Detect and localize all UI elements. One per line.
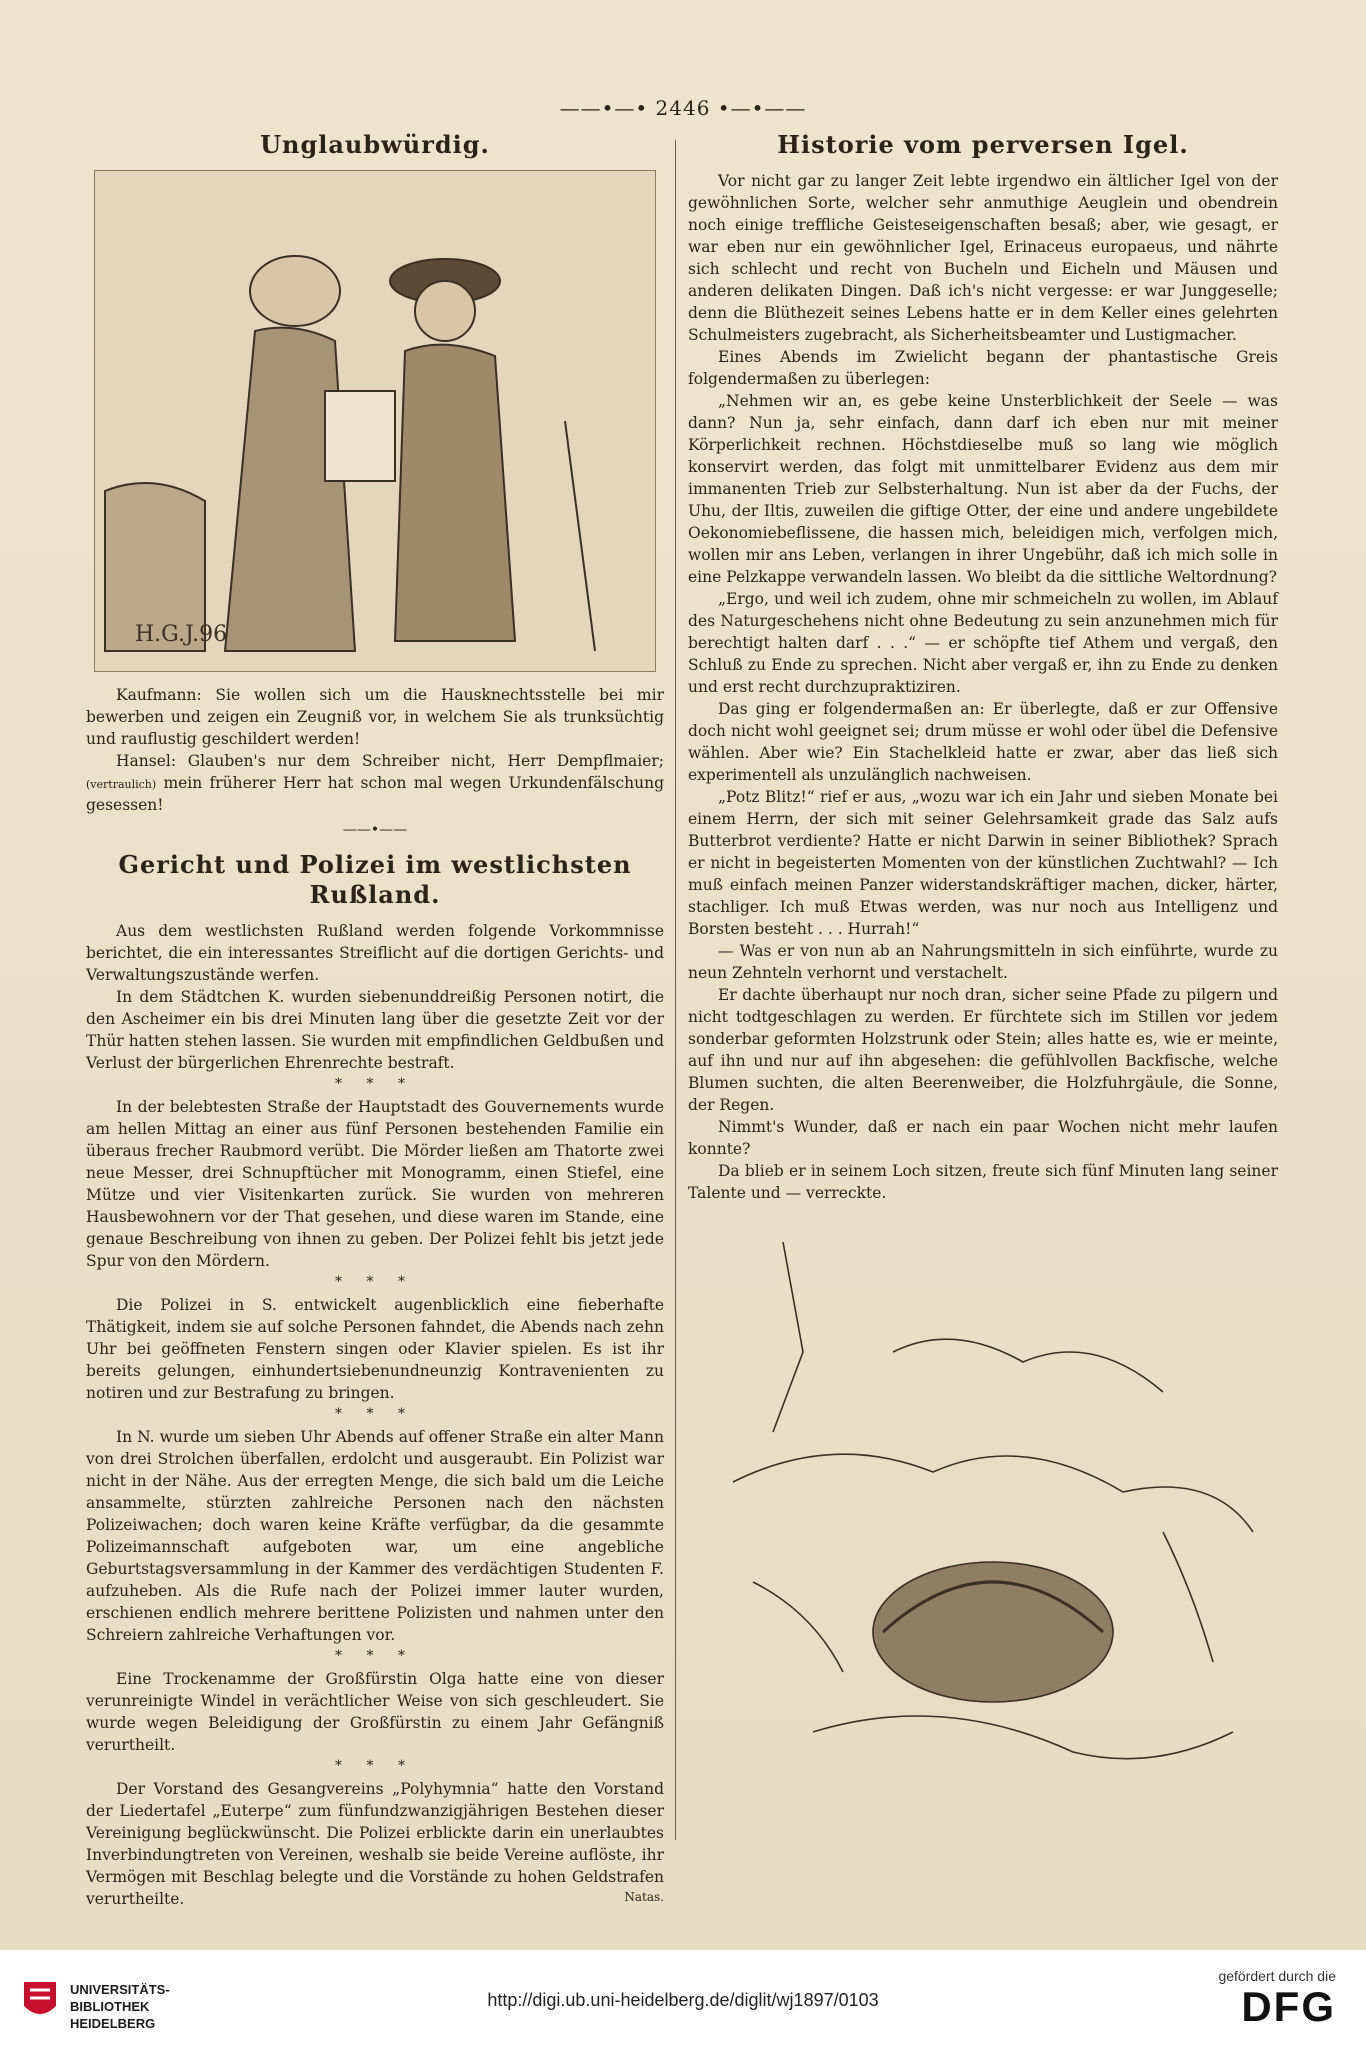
artist-signature: H.G.J.96 xyxy=(135,622,228,647)
stars-divider: * * * xyxy=(335,1648,415,1664)
stars-divider: * * * xyxy=(335,1274,415,1290)
library-name-line: BIBLIOTHEK xyxy=(70,1998,150,2014)
article-paragraph: In der belebtesten Straße der Hauptstadt des Gouvernements wurde am hellen Mittag an einer aus fünf Personen bestehenden Familie ein überaus frecher Raubmord verübt. Die Mörder ließen am Thatorte zwei neue Messer, drei Schnupftücher mit Monogramm, einen Stiefel, eine Mütze und vier Visitenkarten zurück. Sie wurden von mehreren Hausbewohnern vor der That gesehen, und diese waren im Stande, eine genaue Beschreibung von ihnen zu geben. Der Polizei fehlt bis jetzt jede Spur von den Mördern. xyxy=(86,1098,664,1270)
story-paragraph: Nimmt's Wunder, daß er nach ein paar Wochen nicht mehr laufen konnte? xyxy=(688,1118,1278,1158)
article-paragraph: Aus dem westlichsten Rußland werden folgende Vorkommnisse berichtet, die ein interessantes Streiflicht auf die dortigen Gerichts- und Verwaltungszustände werfen. xyxy=(86,922,664,984)
caption-hansel-speaker: Hansel: xyxy=(116,752,177,770)
stars-divider: * * * xyxy=(335,1076,415,1092)
page-number: ——•—• 2446 •—•—— xyxy=(559,96,807,120)
cartoon-title: Unglaubwürdig. xyxy=(260,130,490,159)
library-name-line: UNIVERSITÄTS- xyxy=(70,1982,170,1997)
story-paragraph: Da blieb er in seinem Loch sitzen, freute sich fünf Minuten lang seiner Talente und — verreckte. xyxy=(688,1162,1278,1202)
caption-hansel xyxy=(86,750,664,816)
sponsor-label: gefördert durch die xyxy=(1218,1968,1336,1984)
story-paragraph: Er dachte überhaupt nur noch dran, sicher seine Pfade zu pilgern und nicht todtgeschlagen zu werden. Er fürchtete sich im Stillen vor jedem sonderbar geformten Holzstrunk oder Stein; alles hatte es, wie er meinte, auf ihn und nur auf ihn abgesehen: die gefühlvollen Backfische, welche Blumen suchten, die alten Beerenweiber, die Holzfuhrgäule, die Sonne, der Regen. xyxy=(688,986,1278,1114)
story-paragraph: Eines Abends im Zwielicht begann der phantastische Greis folgendermaßen zu überlegen: xyxy=(688,348,1278,388)
permalink-url[interactable]: http://digi.ub.uni-heidelberg.de/diglit/wj1897/0103 xyxy=(487,1990,879,2010)
library-name-line: HEIDELBERG xyxy=(70,2015,156,2031)
caption-hansel-text-b: mein früherer Herr hat schon mal wegen Urkundenfälschung gesessen! xyxy=(86,774,664,814)
story-paragraph: Das ging er folgendermaßen an: Er überlegte, daß er zur Offensive doch nicht wohl geeignet sei; drum müsse er wohl oder übel die Defensive wählen. Aber wie? Ein Stachelkleid hatte er zwar, aber das ließ sich experimentell als unzulänglich nachweisen. xyxy=(688,700,1278,784)
caption-hansel-text-a: Glauben's nur dem Schreiber nicht, Herr Dempflmaier; xyxy=(187,752,664,770)
hedgehog-illustration xyxy=(693,1232,1273,1792)
story-paragraph: „Potz Blitz!“ rief er aus, „wozu war ich ein Jahr und sieben Monate bei einem Herrn, der sich mit seiner Gelehrsamkeit grade das Salz aufs Butterbrot verdiente? Hatte er nicht Darwin in seiner Bibliothek? Sprach er nicht in begeisterten Momenten von der künstlichen Zuchtwahl? — Ich muß einfach meinen Panzer widerstandskräftiger machen, dicker, härter, stachliger. Ich muß Etwas werden, was nur noch aus Intelligenz und Borsten besteht . . . Hurrah!“ xyxy=(688,788,1278,938)
dfg-wordmark: DFG xyxy=(1241,1983,1336,2030)
story-paragraph: — Was er von nun ab an Nahrungsmitteln in sich einführte, wurde zu neun Zehnteln verhornt und verstachelt. xyxy=(688,942,1278,982)
stars-divider: * * * xyxy=(335,1406,415,1422)
story-paragraph: Vor nicht gar zu langer Zeit lebte irgendwo ein ältlicher Igel von der gewöhnlichen Sorte, welcher sehr anmuthige Aeuglein und obendrein noch einige treffliche Geisteseigenschaften besaß; aber, wie gesagt, er war eben nur ein gewöhnlicher Igel, Erinaceus europaeus, und nährte sich schlecht und recht von Bucheln und Eicheln und Mäusen und anderen delikaten Dingen. Daß ich's nicht vergesse: er war Junggeselle; denn die Blüthezeit seines Lebens hatte er in dem Keller eines gelehrten Schulmeisters zugebracht, als Sicherheitsbeamter und Lustigmacher. xyxy=(688,172,1278,344)
right-column xyxy=(688,130,1278,1804)
article-paragraph: In N. wurde um sieben Uhr Abends auf offener Straße ein alter Mann von drei Strolchen überfallen, erdolcht und ausgeraubt. Ein Polizist war nicht in der Nähe. Aus der erregten Menge, die sich bald um die Leiche ansammelte, stürzten zahlreiche Personen nach den nächsten Polizeiwachen; doch waren keine Kräfte verfügbar, da die gesammte Polizeimannschaft aufgeboten war, um eine angebliche Geburtstagsversammlung in der Kammer des verdächtigen Studenten F. aufzuheben. Als die Rufe nach der Polizei immer lauter wurden, erschienen endlich mehrere berittene Polizisten und nahmen unter den Schreiern zahlreiche Verhaftungen vor. xyxy=(86,1428,664,1644)
article-title-igel: Historie vom perversen Igel. xyxy=(777,130,1189,159)
left-column xyxy=(86,130,664,1908)
story-paragraph: „Ergo, und weil ich zudem, ohne mir schmeicheln zu wollen, im Ablauf des Naturgeschehens nicht ohne Bedeutung zu sein anzunehmen mich für berechtigt halten darf . . .“ — er schöpfte tief Athem und vergaß, den Schluß zu Ende zu sprechen. Nicht aber vergaß er, ihn zu Ende zu denken und erst recht durchzupraktiziren. xyxy=(688,590,1278,696)
caption-kaufmann: Kaufmann: Sie wollen sich um die Hausknechtsstelle bei mir bewerben und zeigen ein Zeugniß vor, in welchem Sie als trunksüchtig und rauflustig geschildert werden! xyxy=(86,686,664,748)
cartoon-illustration xyxy=(94,170,656,672)
caption-hansel-aside: (vertraulich) xyxy=(86,778,157,791)
story-paragraph: „Nehmen wir an, es gebe keine Unsterblichkeit der Seele — was dann? Nun ja, sehr einfach, dann darf ich eben nur mit meiner Körperlichkeit rechnen. Höchstdieselbe muß so lang wie möglich konservirt werden, das folgt mit unmittelbarer Evidenz aus dem mir immanenten Trieb zur Selbsterhaltung. Nun ist aber da der Fuchs, der Uhu, der Iltis, zuweilen die giftige Otter, der eine und andere ungebildete Oekonomiebeflissene, die hassen mich, beleidigen mich, verfolgen mich, wollen mir ans Leben, verlangen in ihrer Ungebühr, daß ich mich solle in eine Pelzkappe verwandeln lassen. Wo bleibt da die sittliche Weltordnung? xyxy=(688,392,1278,586)
article-title-russland: Gericht und Polizei im westlichsten Rußland. xyxy=(118,850,632,909)
article-paragraph: Der Vorstand des Gesangvereins „Polyhymnia“ hatte den Vorstand der Liedertafel „Euterpe“ zum fünfundzwanzigjährigen Bestehen dieser Vereinigung beglückwünscht. Die Polizei erblickte darin ein unerlaubtes Inverbindungtreten von Vereinen, weshalb sie beide Vereine auflöste, ihr Vermögen mit Beschlag belegte und die Vorstände zu hohen Geldstrafen verurtheilte. xyxy=(86,1780,664,1908)
dfg-logo[interactable] xyxy=(1218,1968,1336,2030)
author-signature: Natas. xyxy=(624,1890,664,1904)
page-number-value: 2446 xyxy=(655,96,711,120)
section-separator: ——•—— xyxy=(342,822,408,838)
digitization-footer xyxy=(0,1950,1366,2057)
article-paragraph: In dem Städtchen K. wurden siebenunddreißig Personen notirt, die den Ascheimer ein bis drei Minuten lang über die gesetzte Zeit vor der Thür hatten stehen lassen. Sie wurden mit empfindlichen Geldbußen und Verlust der bürgerlichen Ehrenrechte bestraft. xyxy=(86,988,664,1072)
stars-divider: * * * xyxy=(335,1758,415,1774)
article-paragraph: Die Polizei in S. entwickelt augenblicklich eine fieberhafte Thätigkeit, indem sie auf solche Personen fahndet, die Abends nach zehn Uhr bei geöffneten Fenstern singen oder Klavier spielen. Es ist ihr bereits gelungen, einhundertsiebenundneunzig Kontravenienten zu notiren und zur Bestrafung zu bringen. xyxy=(86,1296,664,1402)
column-divider xyxy=(675,140,676,1840)
article-paragraph: Eine Trockenamme der Großfürstin Olga hatte eine von dieser verunreinigte Windel in verächtlicher Weise von sich geschleudert. Sie wurde wegen Beleidigung der Großfürstin zu einem Jahr Gefängniß verurtheilt. xyxy=(86,1670,664,1754)
